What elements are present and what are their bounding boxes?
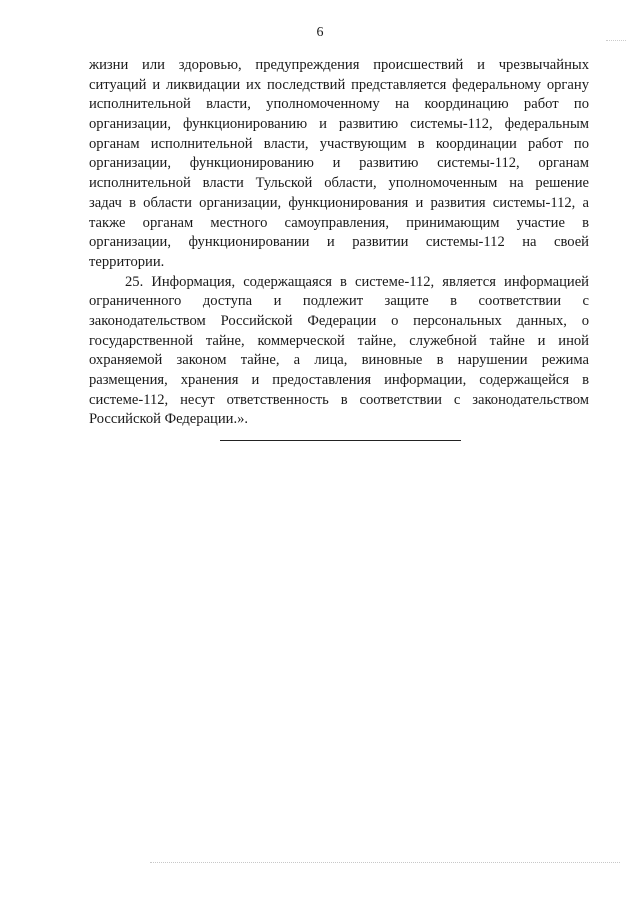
text-line: исполнительной власти Тульской области, уполномоченным на решение xyxy=(89,175,589,192)
text-line: Российской Федерации.». xyxy=(89,411,249,428)
text-line: организации, функционированию и развитию системы-112, органам xyxy=(89,155,589,172)
separator-line xyxy=(220,440,461,441)
document-body xyxy=(89,56,589,430)
text-line: ограниченного доступа и подлежит защите в соответствии с xyxy=(89,293,589,310)
paragraph-2 xyxy=(89,273,589,431)
text-line: органам исполнительной власти, участвующим в координации работ по xyxy=(89,135,589,152)
text-line: организации, функционированию и развитию системы-112, федеральным xyxy=(89,116,589,133)
text-line: также органам местного самоуправления, принимающим участие в xyxy=(89,214,589,231)
text-line: законодательством Российской Федерации о персональных данных, о xyxy=(89,312,589,329)
scan-artifact xyxy=(150,862,620,865)
text-line: ситуаций и ликвидации их последствий представляется федеральному органу xyxy=(89,76,589,93)
text-line: размещения, хранения и предоставления информации, содержащейся в xyxy=(89,372,589,388)
text-line: государственной тайне, коммерческой тайне, служебной тайне и иной xyxy=(89,332,589,349)
text-line: организации, функционировании и развитии системы-112 на своей xyxy=(89,234,589,251)
text-line: 25. Информация, содержащаяся в системе-112, является информацией xyxy=(125,273,589,290)
text-line: исполнительной власти, уполномоченному на координацию работ по xyxy=(89,96,589,113)
text-line: жизни или здоровью, предупреждения происшествий и чрезвычайных xyxy=(89,57,589,73)
text-line: системе-112, несут ответственность в соответствии с законодательством xyxy=(89,391,589,408)
text-line: территории. xyxy=(89,253,165,270)
text-line: охраняемой законом тайне, а лица, виновные в нарушении режима xyxy=(89,352,589,369)
scan-artifact xyxy=(606,40,626,47)
text-line: задач в области организации, функционирования и развития системы-112, а xyxy=(89,194,589,211)
page-number: 6 xyxy=(316,25,324,40)
paragraph-1 xyxy=(89,56,589,273)
